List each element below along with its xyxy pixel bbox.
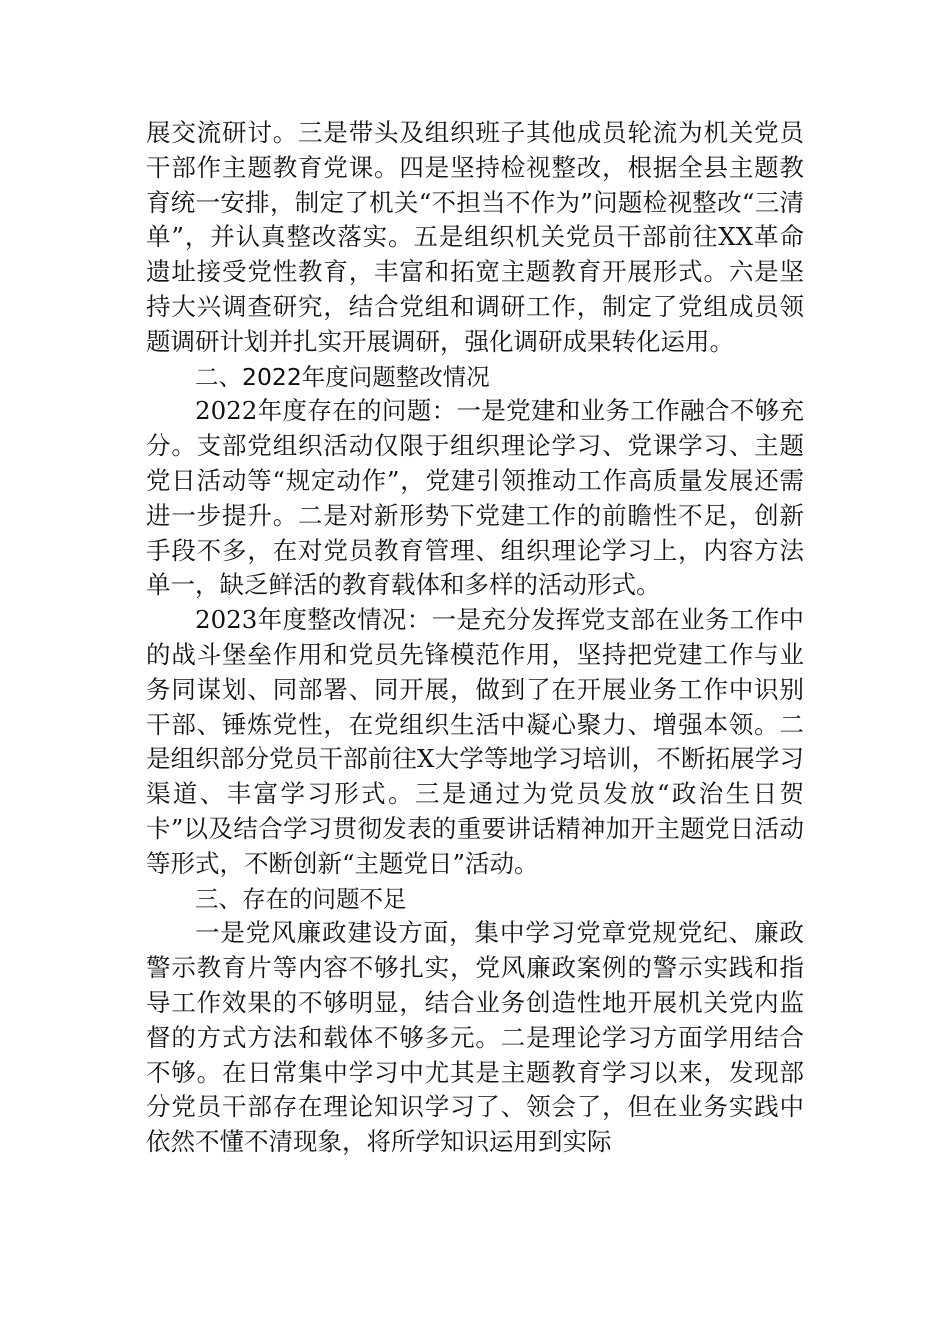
paragraph-2023-rectification: 2023年度整改情况：一是充分发挥党支部在业务工作中的战斗堡垒作用和党员先锋模范作用，坚持把党建工作与业务同谋划、同部署、同开展，做到了在开展业务工作中识别干部、锤炼党性，在党组织生活中凝心聚力、增强本领。二是组织部分党员干部前往X大学等地学习培训，不断拓展学习渠道、丰富学习形式。三是通过为党员发放“政治生日贺卡”以及结合学习贯彻发表的重要讲话精神加开主题党日活动等形式，不断创新“主题党日”活动。 [146, 605, 804, 878]
paragraph-continuation: 展交流研讨。三是带头及组织班子其他成员轮流为机关党员干部作主题教育党课。四是坚持检视整改，根据全县主题教育统一安排，制定了机关“不担当不作为”问题检视整改“三清单”，并认真整改落实。五是组织机关党员干部前往XX革命遗址接受党性教育，丰富和拓宽主题教育开展形式。六是坚持大兴调查研究，结合党组和调研工作，制定了党组成员领题调研计划并扎实开展调研，强化调研成果转化运用。 [146, 118, 804, 356]
section-heading-2022-rectification: 二、2022年度问题整改情况 [195, 362, 490, 391]
paragraph-2022-issues: 2022年度存在的问题：一是党建和业务工作融合不够充分。支部党组织活动仅限于组织理论学习、党课学习、主题党日活动等“规定动作”，党建引领推动工作高质量发展还需进一步提升。二是对新形势下党建工作的前瞻性不足，创新手段不多，在对党员教育管理、组织理论学习上，内容方法单一，缺乏鲜活的教育载体和多样的活动形式。 [146, 396, 804, 600]
document-page [146, 116, 804, 1160]
section-heading-existing-problems: 三、存在的问题不足 [195, 884, 407, 913]
paragraph-existing-problems: 一是党风廉政建设方面，集中学习党章党规党纪、廉政警示教育片等内容不够扎实，党风廉政案例的警示实践和指导工作效果的不够明显，结合业务创造性地开展机关党内监督的方式方法和载体不够多元。二是理论学习方面学用结合不够。在日常集中学习中尤其是主题教育学习以来，发现部分党员干部存在理论知识学习了、领会了，但在业务实践中依然不懂不清现象，将所学知识运用到实际 [146, 918, 804, 1157]
